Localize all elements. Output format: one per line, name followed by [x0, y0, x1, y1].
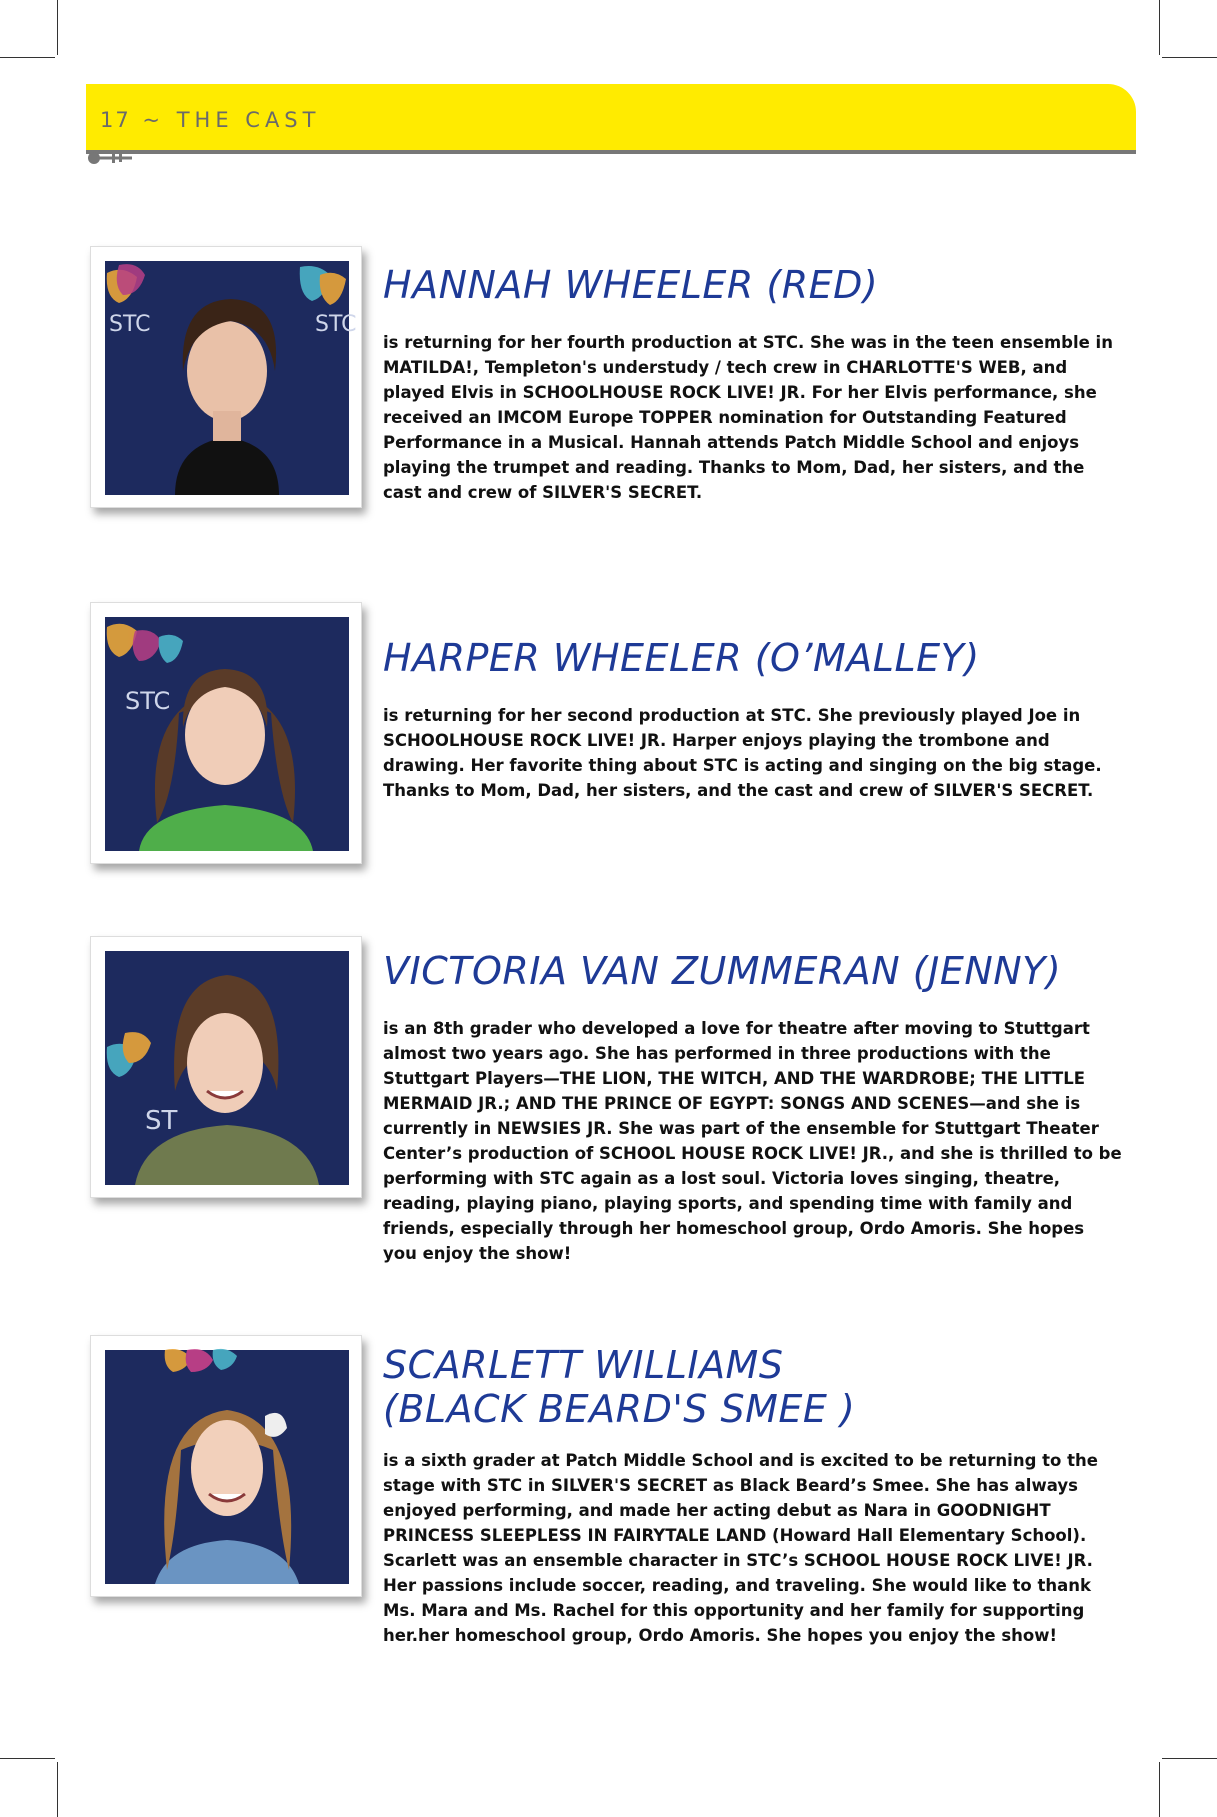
crop-mark	[1162, 1758, 1217, 1759]
svg-text:STC: STC	[109, 312, 151, 337]
cast-bio: is a sixth grader at Patch Middle School and is excited to be returning to the stage with STC in SILVER'S SECRET as Black Beard’s Smee. She has always enjoyed performing, and made her acting debut as Nara in GOODNIGHT PRINCESS SLEEPLESS IN FAIRYTALE LAND (Howard Hall Elementary School). Scarlett was an ensemble character in STC’s SCHOOL HOUSE ROCK LIVE! JR. Her passions include soccer, reading, and traveling. She would like to thank Ms. Mara and Ms. Rachel for this opportunity and her family for supporting her.her homeschool group, Ordo Amoris. She hopes you enjoy the show!	[383, 1451, 1098, 1645]
header-separator: ~	[142, 108, 166, 132]
headshot-photo	[105, 261, 357, 495]
crop-mark	[1159, 1762, 1160, 1817]
page-number: 17	[100, 108, 131, 132]
headshot-photo	[105, 1350, 349, 1584]
photo-frame	[90, 602, 362, 864]
crop-mark	[0, 57, 55, 58]
photo-frame	[90, 246, 362, 508]
cast-name-line: (BLACK BEARD'S SMEE )	[383, 1387, 856, 1431]
cast-bio: is returning for her second production at STC. She previously played Joe in SCHOOLHOUSE ROCK LIVE! JR. Harper enjoys playing the trombone and drawing. Her favorite thing about STC is acting and singing on the big stage. Thanks to Mom, Dad, her sisters, and the cast and crew of SILVER'S SECRET.	[383, 706, 1102, 800]
cast-bio: is returning for her fourth production at STC. She was in the teen ensemble in MATILDA!, Templeton's understudy / tech crew in CHARLOTTE'S WEB, and played Elvis in SCHOOLHOUSE ROCK LIVE! JR. For her Elvis performance, she received an IMCOM Europe TOPPER nomination for Outstanding Featured Performance in a Musical. Hannah attends Patch Middle School and enjoys playing the trumpet and reading. Thanks to Mom, Dad, her sisters, and the cast and crew of SILVER'S SECRET.	[383, 333, 1113, 502]
svg-text:STC: STC	[315, 312, 357, 337]
section-title: THE CAST	[176, 108, 321, 132]
cast-name: VICTORIA VAN ZUMMERAN (JENNY)	[383, 949, 1062, 993]
key-ornament-icon	[86, 150, 136, 166]
photo-frame	[90, 1335, 362, 1597]
headshot-photo	[105, 617, 349, 851]
photo-frame	[90, 936, 362, 1198]
crop-mark	[57, 1762, 58, 1817]
cast-name-line: SCARLETT WILLIAMS	[383, 1343, 784, 1387]
svg-text:ST: ST	[145, 1106, 178, 1136]
crop-mark	[1159, 0, 1160, 55]
cast-bio: is an 8th grader who developed a love for theatre after moving to Stuttgart almost two years ago. She has performed in three productions with the Stuttgart Players—THE LION, THE WITCH, AND THE WARDROBE; THE LITTLE MERMAID JR.; AND THE PRINCE OF EGYPT: SONGS AND SCENES—and she is currently in NEWSIES JR. She was part of the ensemble for Stuttgart Theater Center’s production of SCHOOL HOUSE ROCK LIVE! JR., and she is thrilled to be performing with STC again as a lost soul. Victoria loves singing, theatre, reading, playing piano, playing sports, and spending time with family and friends, especially through her homeschool group, Ordo Amoris. She hopes you enjoy the show!	[383, 1019, 1122, 1263]
section-header	[86, 84, 1136, 154]
headshot-photo	[105, 951, 349, 1185]
svg-text:STC: STC	[125, 687, 171, 715]
crop-mark	[57, 0, 58, 55]
cast-name: HANNAH WHEELER (RED)	[383, 263, 879, 307]
crop-mark	[0, 1758, 55, 1759]
header-title	[100, 108, 320, 132]
crop-mark	[1162, 57, 1217, 58]
cast-name: HARPER WHEELER (O’MALLEY)	[383, 636, 980, 680]
cast-name	[383, 1343, 855, 1431]
